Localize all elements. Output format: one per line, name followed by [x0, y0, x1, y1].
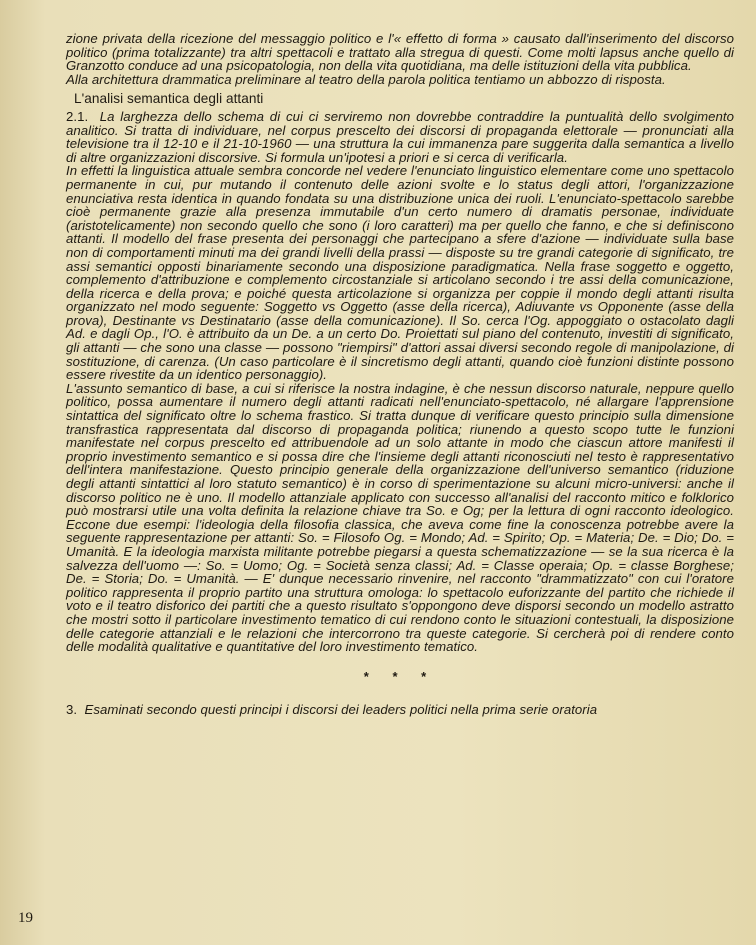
text-column: [66, 32, 734, 717]
section-number: 2.1.: [66, 108, 89, 124]
paragraph: In effetti la linguistica attuale sembra concorde nel vedere l'enunciato linguistico elementare come uno spettacolo permanente in cui, pur mutando il contenuto delle azioni svolte e lo status degli attori, l'organizzazione enunciativa resta identica in quando fondata su una distribuzione unica dei ruoli. L'enunciato-spettacolo sarebbe cioè permanente grazie alla presenza immutabile d'un certo numero di dramatis personae, individuate (aristotelicamente) non secondo quello che sono (i loro caratteri) ma per quello che fanno, e che si definiscono attanti. Il modello del frase presenta dei personaggi che partecipano a sfere d'azione — individuate sulla base non di comportamenti minuti ma dei grandi livelli della prassi — disposte su tre grandi categorie di significato, tre assi semantici opposti binariamente secondo una disposizione paradigmatica. Nella frase soggetto e oggetto, complemento d'attribuzione e complemento circostanziale si articolano secondo i tre assi della comunicazione, della ricerca e della prova; e poiché questa articolazione si organizza per coppie il mondo degli attanti risulta organizzato nel modo seguente: Soggetto vs Oggetto (asse della ricerca), Adiuvante vs Opponente (asse della prova), Destinante vs Destinatario (asse della comunicazione). Il So. cerca l'Og. appoggiato o ostacolato dagli Ad. e dagli Op., l'O. è attribuito da un De. a un certo Do. Proiettati sul piano del contenuto, investiti di significato, gli attanti — che sono una classe — possono "riempirsi" d'attori assai diversi secondo regole di manipolazione, di sostituzione, di carenza. (Un caso particolare è il sincretismo degli attanti, quando cioè funzioni distinte possono essere rivestite da un identico personaggio).: [66, 163, 734, 383]
paragraph: zione privata della ricezione del messaggio politico e l'« effetto di forma » causato dall'inserimento del discorso politico (prima totalizzante) tra altri spettacoli e trattato alla stregua di questi. Come molti lapsus anche quello di Granzotto conduce ad una psicopatologia, non della vita quotidiana, ma delle istituzioni della vita pubblica.: [66, 31, 734, 74]
section-heading: L'analisi semantica degli attanti: [74, 91, 264, 107]
page-number: 19: [18, 910, 33, 926]
paragraph: L'assunto semantico di base, a cui si riferisce la nostra indagine, è che nessun discorso naturale, neppure quello politico, possa aumentare il numero degli attanti radicati nell'enunciato-spettacolo, né allargare l'apprensione sintattica del significato oltre lo schema frastico. Si tratta dunque di verificare questo principio sulla dimensione transfrastica rappresentata dal discorso di propaganda politica; riunendo a questo scopo tutte le funzioni manifestate nel corpus prescelto ed attribuendole ad un solo attante in modo che ciascun attore manifesti il proprio investimento semantico e si possa dire che l'insieme degli attanti riconosciuti nel testo è rappresentativo dell'intera manifestazione. Questo principio generale della organizzazione dell'universo semantico (riduzione degli attanti sintattici al loro statuto semantico) è in corso di sperimentazione su alcuni micro-universi: anche il discorso politico ne è uno. Il modello attanziale applicato con successo all'analisi del racconto mitico e folklorico può mostrarsi utile una volta definita la relazione chiave tra So. e Og; per la lettura di ogni racconto ideologico. Eccone due esempi: l'ideologia della filosofia classica, che aveva come fine la conoscenza potrebbe avere la seguente rappresentazione per attanti: So. = Filosofo Og. = Mondo; Ad. = Spirito; Op. = Materia; De. = Dio; Do. = Umanità. E la ideologia marxista militante potrebbe piegarsi a questa schematizzazione — se la sua ricerca è la salvezza dell'uomo —: So. = Uomo; Og. = Società senza classi; Ad. = Classe operaia; Op. = classe Borghese; De. = Storia; Do. = Umanità. — E' dunque necessario rinvenire, nel racconto "drammatizzato" con cui l'oratore politico rappresenta il proprio partito una struttura omologa: lo spettacolo euforizzante del partito che richiede il voto e il teatro disforico dei partiti che a questo risultato s'oppongono deve disporsi secondo un modello astratto che mostri sotto il particolare investimento tematico di cui rendono conto le situazioni contestuali, la disposizione delle categorie attanziali e le relazioni che intercorrono tra queste categorie. Si cercherà poi di rendere conto delle modalità qualitative e quantitative del loro investimento tematico.: [66, 380, 734, 655]
paragraph-text: Esaminati secondo questi principi i discorsi dei leaders politici nella prima serie oratoria: [84, 702, 598, 718]
paragraph: [66, 703, 734, 717]
section-separator: * * *: [363, 668, 437, 684]
paragraph: Alla architettura drammatica preliminare al teatro della parola politica tentiamo un abbozzo di risposta.: [66, 71, 666, 87]
paragraph-text: La larghezza dello schema di cui ci serviremo non dovrebbe contraddire la puntualità dello svolgimento analitico. Si tratta di individuare, nel corpus prescelto dei discorsi di propaganda elettorale — pronunciati alla televisione tra il 12-10 e il 21-10-1960 — una struttura la cui immanenza pare suggerita dalla semantica a livello di altre organizzazioni discorsive. Si formula un'ipotesi a priori e si cerca di verificarla.: [66, 108, 734, 165]
paragraph: [66, 110, 734, 164]
section-number: 3.: [66, 702, 78, 718]
